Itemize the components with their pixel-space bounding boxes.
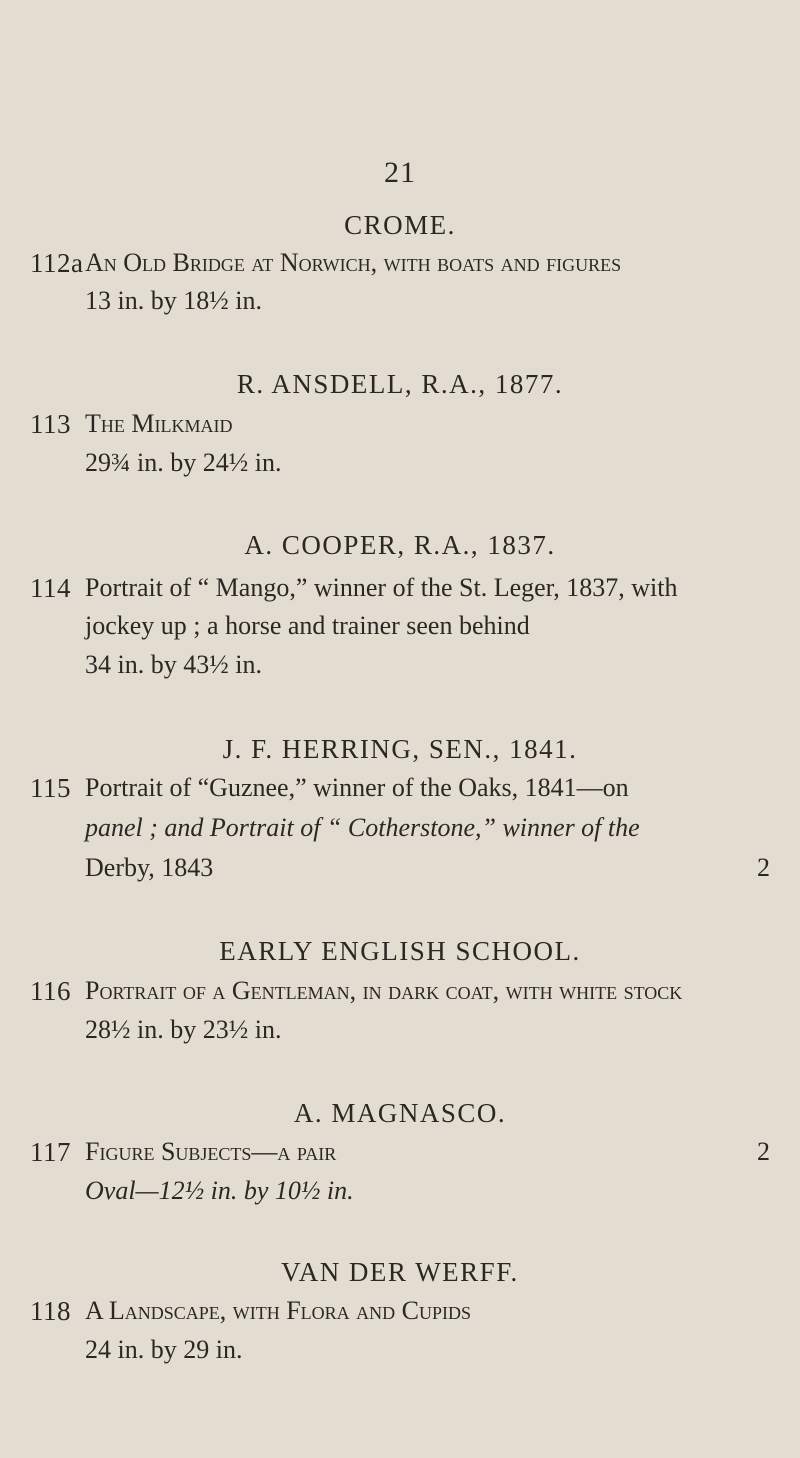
lot-number: 112a (30, 248, 84, 278)
lot-title: An Old Bridge at Norwich, with boats and figures (85, 248, 622, 277)
artist-heading: VAN DER WERFF. (281, 1257, 519, 1287)
lot-number: 113 (30, 409, 71, 439)
lot-title: Portrait of a Gentleman, in dark coat, with white stock (85, 976, 683, 1005)
lot-quantity: 2 (757, 853, 770, 882)
lot-number: 116 (30, 976, 71, 1006)
lot-dimensions: 34 in. by 43½ in. (85, 650, 262, 679)
page-number: 21 (384, 156, 416, 189)
lot-description: Derby, 1843 (85, 853, 214, 882)
lot-number: 118 (30, 1296, 71, 1326)
lot-dimensions: 13 in. by 18½ in. (85, 286, 262, 315)
lot-quantity: 2 (757, 1137, 770, 1166)
artist-heading: R. ANSDELL, R.A., 1877. (236, 369, 564, 399)
artist-heading: A. MAGNASCO. (293, 1098, 507, 1128)
lot-description: Portrait of “Guznee,” winner of the Oaks, 1841—on (85, 773, 629, 802)
lot-dimensions: 24 in. by 29 in. (85, 1335, 243, 1364)
lot-description: Portrait of “ Mango,” winner of the St. Leger, 1837, with (85, 573, 678, 602)
lot-dimensions: Oval—12½ in. by 10½ in. (85, 1176, 354, 1205)
lot-dimensions: 28½ in. by 23½ in. (85, 1015, 282, 1044)
artist-heading: A. COOPER, R.A., 1837. (244, 530, 556, 560)
lot-number: 117 (30, 1137, 71, 1167)
artist-heading: EARLY ENGLISH SCHOOL. (219, 936, 581, 966)
lot-number: 115 (30, 773, 71, 803)
lot-number: 114 (30, 573, 71, 603)
artist-heading: CROME. (344, 210, 456, 240)
artist-heading: J. F. HERRING, SEN., 1841. (222, 734, 578, 764)
lot-dimensions: 29¾ in. by 24½ in. (85, 448, 282, 477)
lot-title: The Milkmaid (85, 409, 233, 438)
lot-description: panel ; and Portrait of “ Cotherstone,” winner of the (85, 813, 640, 842)
lot-title: A Landscape, with Flora and Cupids (85, 1296, 472, 1325)
lot-title: Figure Subjects—a pair (85, 1137, 337, 1166)
lot-description: jockey up ; a horse and trainer seen behind (85, 611, 530, 640)
